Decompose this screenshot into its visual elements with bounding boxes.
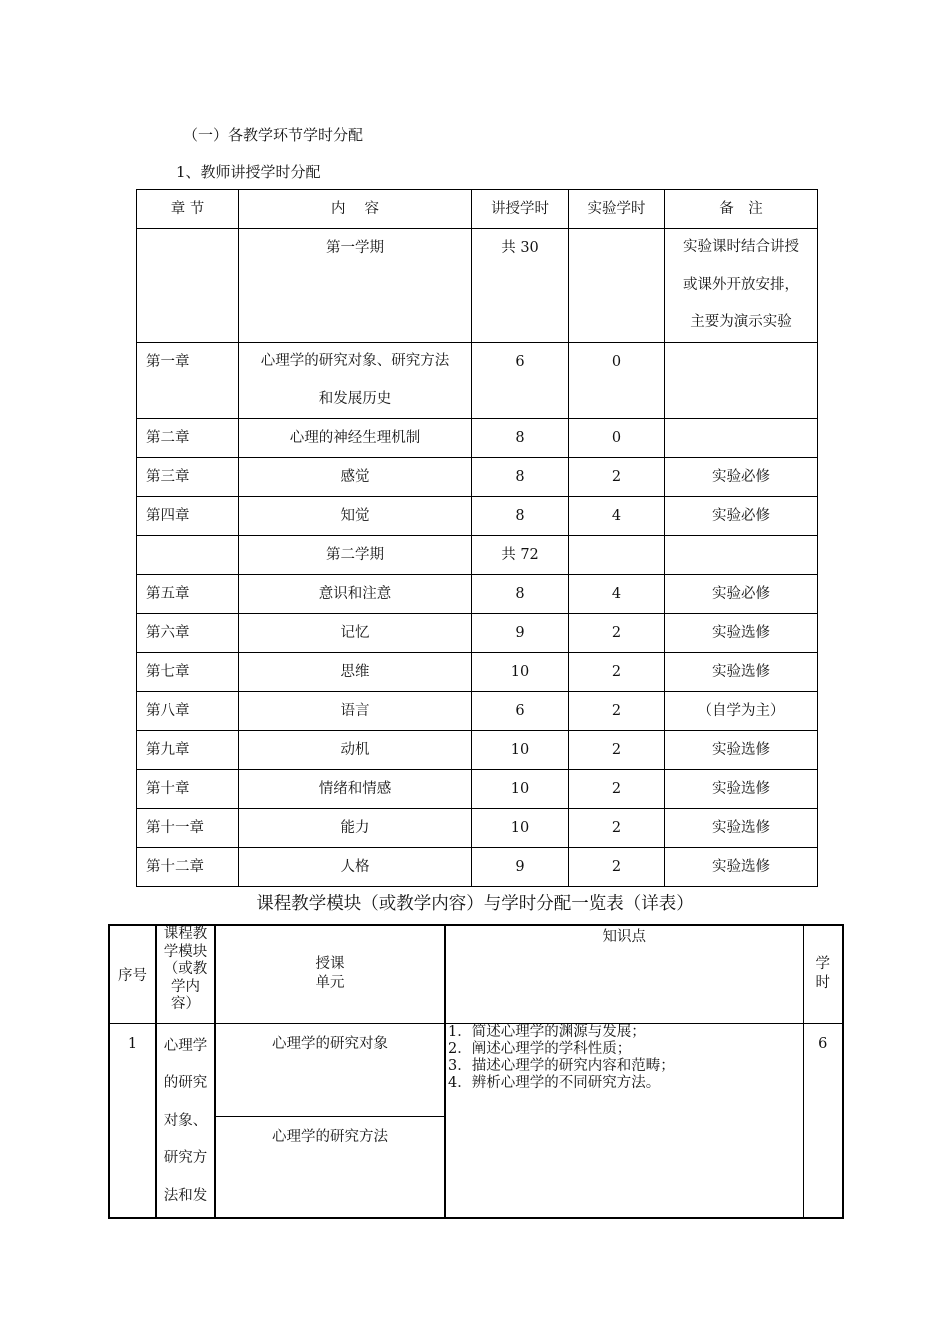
header-line: 时 [815, 975, 830, 992]
header-line: 课程教 [163, 926, 208, 942]
content-line: 心理学的研究对象、研究方法 [260, 353, 450, 369]
table-row [137, 575, 818, 614]
lecture-cell: 10 [472, 731, 569, 770]
content-cell: 情绪和情感 [239, 770, 472, 809]
table-row [137, 458, 818, 497]
chapter-cell: 第五章 [137, 575, 239, 614]
hours-cell: 6 [803, 1023, 843, 1218]
note-cell: 实验必修 [665, 458, 818, 497]
lecture-cell: 8 [472, 419, 569, 458]
note-cell: 实验选修 [665, 809, 818, 848]
table-row [137, 653, 818, 692]
lecture-cell: 10 [472, 809, 569, 848]
unit-research-object: 心理学的研究对象 [216, 1024, 444, 1117]
term-label: 第二学期 [239, 536, 472, 575]
chapter-cell: 第十章 [137, 770, 239, 809]
content-cell: 心理的神经生理机制 [239, 419, 472, 458]
table-row [137, 343, 818, 419]
note-cell: 实验选修 [665, 731, 818, 770]
note-line: 主要为演示实验 [690, 314, 792, 330]
module-line: 对象、 [163, 1112, 208, 1129]
table-row [137, 614, 818, 653]
col-header-lab-hours: 实验学时 [569, 190, 665, 229]
lab-cell: 0 [569, 419, 665, 458]
col-header-lecture-hours: 讲授学时 [472, 190, 569, 229]
note-cell [665, 419, 818, 458]
table-row [137, 419, 818, 458]
lecture-cell: 10 [472, 653, 569, 692]
note-cell: 实验选修 [665, 848, 818, 887]
module-line: 心理学 [163, 1037, 208, 1054]
chapter-cell: 第七章 [137, 653, 239, 692]
chapter-cell: 第十二章 [137, 848, 239, 887]
table-cell [569, 536, 665, 575]
col-header-unit [215, 925, 445, 1023]
lab-cell: 2 [569, 458, 665, 497]
row-no: 1 [109, 1023, 156, 1218]
col-header-notes: 备 注 [665, 190, 818, 229]
module-line: 法和发 [163, 1187, 208, 1204]
lab-cell: 2 [569, 848, 665, 887]
term-total: 共 30 [472, 229, 569, 343]
col-header-hours [803, 925, 843, 1023]
content-cell: 能力 [239, 809, 472, 848]
chapter-cell: 第二章 [137, 419, 239, 458]
lab-cell: 0 [569, 343, 665, 419]
table-cell [137, 229, 239, 343]
table-cell [569, 229, 665, 343]
knowledge-cell [445, 1023, 803, 1218]
knowledge-item: 4．辨析心理学的不同研究方法。 [448, 1074, 661, 1091]
module-line: 研究方 [163, 1150, 208, 1166]
note-cell: 实验必修 [665, 575, 818, 614]
lab-cell: 2 [569, 809, 665, 848]
content-cell: 意识和注意 [239, 575, 472, 614]
table-row [137, 497, 818, 536]
lecture-cell: 9 [472, 614, 569, 653]
header-line: 授课 [315, 956, 345, 973]
note-cell: 实验选修 [665, 653, 818, 692]
lecture-cell: 8 [472, 458, 569, 497]
content-cell [239, 343, 472, 419]
knowledge-item: 2．阐述心理学的学科性质； [448, 1040, 632, 1057]
header-line: （或教 [163, 961, 208, 977]
content-cell: 感觉 [239, 458, 472, 497]
table-header-row [109, 925, 843, 1023]
header-line: 学内 [171, 978, 200, 995]
col-header-chapter: 章 节 [137, 190, 239, 229]
content-cell: 动机 [239, 731, 472, 770]
term-note [665, 229, 818, 343]
lab-cell: 2 [569, 653, 665, 692]
table-row [137, 692, 818, 731]
lab-cell: 2 [569, 692, 665, 731]
chapter-cell: 第六章 [137, 614, 239, 653]
chapter-cell: 第九章 [137, 731, 239, 770]
note-cell: 实验选修 [665, 614, 818, 653]
detail-table-title: 课程教学模块（或教学内容）与学时分配一览表（详表） [256, 894, 694, 914]
module-hours-table [108, 924, 844, 1219]
table-cell [665, 536, 818, 575]
header-line: 学模块 [163, 943, 208, 960]
note-cell: （自学为主） [665, 692, 818, 731]
knowledge-item: 3．描述心理学的研究内容和范畴； [448, 1057, 675, 1074]
col-header-content: 内 容 [239, 190, 472, 229]
note-cell: 实验选修 [665, 770, 818, 809]
col-header-knowledge: 知识点 [445, 925, 803, 1023]
chapter-cell: 第八章 [137, 692, 239, 731]
note-cell [665, 343, 818, 419]
module-line: 的研究 [163, 1075, 208, 1091]
lab-cell: 2 [569, 770, 665, 809]
chapter-cell: 第三章 [137, 458, 239, 497]
knowledge-item: 1．简述心理学的渊源与发展； [448, 1023, 646, 1040]
header-line: 单元 [315, 975, 345, 992]
lab-cell: 4 [569, 575, 665, 614]
table-row [137, 770, 818, 809]
subsection-heading: 1、教师讲授学时分配 [176, 163, 321, 181]
unit-cell [215, 1023, 445, 1218]
table-row [137, 848, 818, 887]
content-line: 和发展历史 [318, 390, 392, 407]
note-cell: 实验必修 [665, 497, 818, 536]
content-cell: 语言 [239, 692, 472, 731]
lab-cell: 2 [569, 731, 665, 770]
lab-cell: 2 [569, 614, 665, 653]
note-line: 或课外开放安排， [683, 276, 799, 293]
term-label: 第一学期 [239, 229, 472, 343]
section-heading: （一）各教学环节学时分配 [183, 126, 364, 144]
lab-cell: 4 [569, 497, 665, 536]
term-total: 共 72 [472, 536, 569, 575]
unit-research-method: 心理学的研究方法 [272, 1128, 388, 1145]
content-cell: 知觉 [239, 497, 472, 536]
content-cell: 记忆 [239, 614, 472, 653]
lecture-cell: 9 [472, 848, 569, 887]
lecture-cell: 6 [472, 343, 569, 419]
table-row [137, 731, 818, 770]
chapter-cell: 第一章 [137, 343, 239, 419]
chapter-cell: 第四章 [137, 497, 239, 536]
table-cell [137, 536, 239, 575]
lecture-cell: 10 [472, 770, 569, 809]
lecture-cell: 6 [472, 692, 569, 731]
chapter-cell: 第十一章 [137, 809, 239, 848]
table-row [137, 809, 818, 848]
content-cell: 人格 [239, 848, 472, 887]
header-line: 容） [171, 996, 200, 1012]
col-header-no: 序号 [109, 925, 156, 1023]
table-header-row [137, 190, 818, 229]
content-cell: 思维 [239, 653, 472, 692]
col-header-module [156, 925, 215, 1023]
term-row [137, 536, 818, 575]
note-line: 实验课时结合讲授 [683, 239, 799, 255]
lecture-cell: 8 [472, 497, 569, 536]
table-row [109, 1023, 843, 1218]
term-row [137, 229, 818, 343]
module-name-cell [156, 1023, 215, 1218]
lecture-cell: 8 [472, 575, 569, 614]
header-line: 学 [815, 956, 830, 973]
lecture-hours-table [136, 189, 818, 887]
